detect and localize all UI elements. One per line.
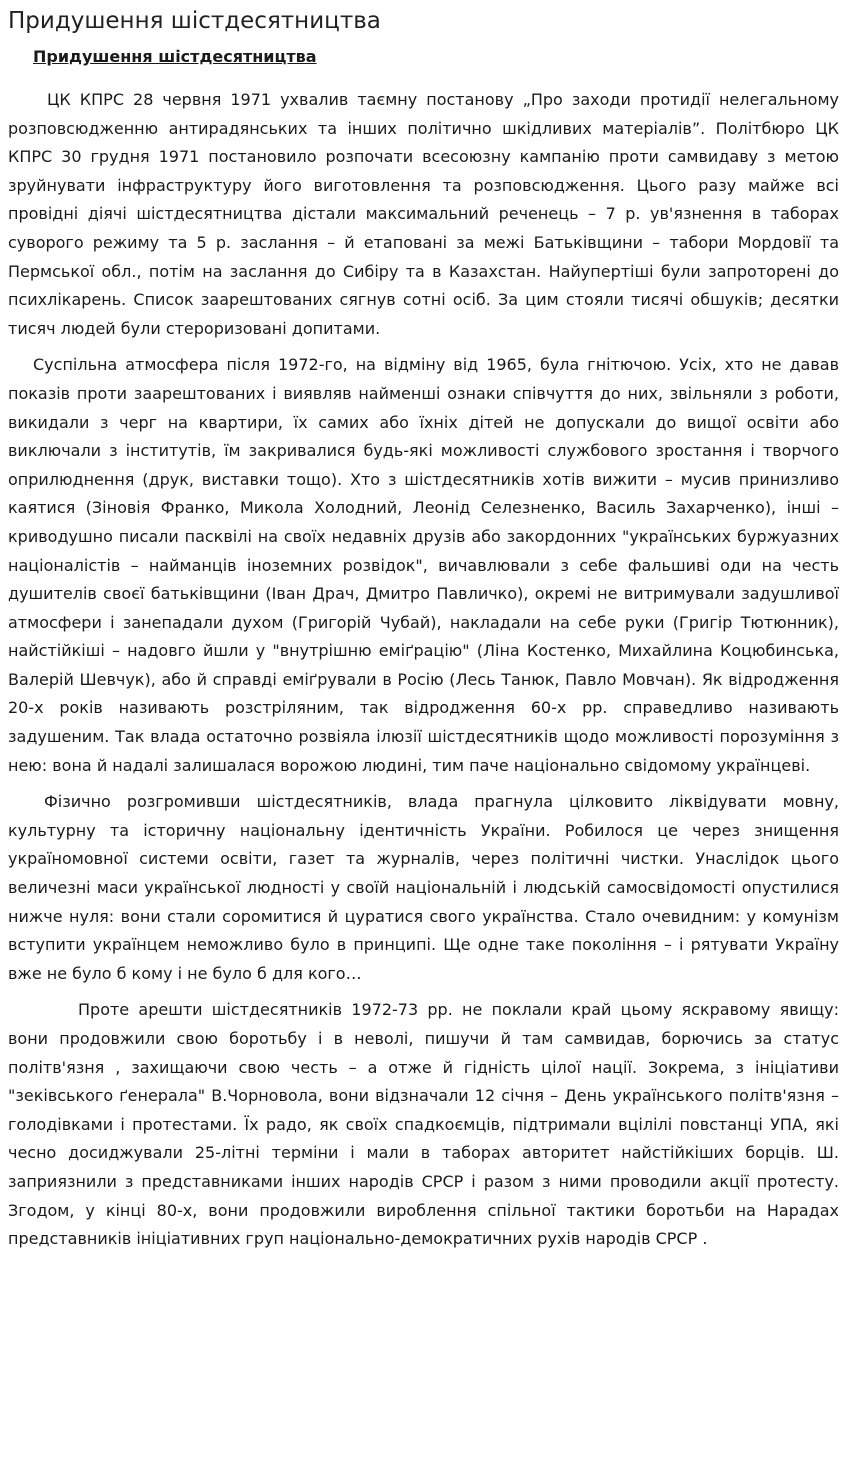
page-title: Придушення шістдесятництва bbox=[8, 8, 381, 34]
paragraph-2: Суспільна атмосфера після 1972-го, на відміну від 1965, була гнітючою. Усіх, хто не давав показів проти заарештованих і виявляв найменші ознаки співчуття до них, звільняли з роботи, викидали з черг на квартири, їх самих або їхніх дітей не допускали до вищої освіти або виключали з інститутів, їм закривалися будь-які можливості службового зростання і творчого оприлюднення (друк, виставки тощо). Хто з шістдесятників хотів вижити – мусив принизливо каятися (Зіновія Франко, Микола Холодний, Леонід Селезненко, Василь Захарченко), інші – криводушно писали пасквілі на своїх недавніх друзів або закордонних "українських буржуазних націоналістів – найманців іноземних розвідок", вичавлювали з себе фальшиві оди на честь душителів своєї батьківщини (Іван Драч, Дмитро Павличко), окремі не витримували задушливої атмосфери і занепадали духом (Григорій Чубай), накладали на себе руки (Григір Тютюнник), найстійкіші – надовго йшли у "внутрішню еміґрацію" (Ліна Костенко, Михайлина Коцюбинська, Валерій Шевчук), або й справді еміґрували в Росію (Лесь Танюк, Павло Мовчан). Як відродження 20-х років називають розстріляним, так відродження 60-х рр. справедливо називають задушеним. Так влада остаточно розвіяла ілюзії шістдесятників щодо можливості порозуміння з нею: вона й надалі залишалася ворожою людині, тим паче національно свідомому українцеві. bbox=[8, 355, 839, 775]
paragraph-3: Фізично розгромивши шістдесятників, влада прагнула цілковито ліквідувати мовну, культурну та історичну національну ідентичність України. Робилося це через знищення україномовної системи освіти, газет та журналів, через політичні чистки. Унаслідок цього величезні маси української людності у своїй національній і людській самосвідомості опустилися нижче нуля: вони стали соромитися й цуратися свого українства. Стало очевидним: у комунізм вступити українцем неможливо було в принципі. Ще одне таке покоління – і рятувати Україну вже не було б кому і не було б для кого… bbox=[8, 792, 839, 983]
section-heading: Придушення шістдесятництва bbox=[33, 47, 317, 66]
paragraph-1: ЦК КПРС 28 червня 1971 ухвалив таємну постанову „Про заходи протидії нелегальному розповсюдженню антирадянських та інших політично шкідливих матеріалів”. Політбюро ЦК КПРС 30 грудня 1971 постановило розпочати всесоюзну кампанію проти самвидаву з метою зруйнувати інфраструктуру його виготовлення та розповсюдження. Цього разу майже всі провідні діячі шістдесятництва дістали максимальний реченець – 7 р. ув'язнення в таборах суворого режиму та 5 р. заслання – й етаповані за межі Батьківщини – табори Мордовії та Пермської обл., потім на заслання до Сибіру та в Казахстан. Найупертіші були запроторені до психлікарень. Список заарештованих сягнув сотні осіб. За цим стояли тисячі обшуків; десятки тисяч людей були стероризовані допитами. bbox=[8, 90, 839, 338]
paragraph-4: Проте арешти шістдесятників 1972-73 рр. не поклали край цьому яскравому явищу: вони продовжили свою боротьбу і в неволі, пишучи й там самвидав, борючись за статус політв'язня , захищаючи свою честь – а отже й гідність цілої нації. Зокрема, з ініціативи "зеківського ґенерала" В.Чорновола, вони відзначали 12 січня – День українського політв'язня – голодівками і протестами. Їх радо, як своїх спадкоємців, підтримали вцілілі повстанці УПА, які чесно досиджували 25-літні терміни і мали в таборах авторитет найстійкіших борців. Ш. заприязнили з представниками інших народів СРСР і разом з ними проводили акції протесту. Згодом, у кінці 80-х, вони продовжили вироблення спільної тактики боротьби на Нарадах представників ініціативних груп національно-демократичних рухів народів СРСР . bbox=[8, 1000, 839, 1249]
